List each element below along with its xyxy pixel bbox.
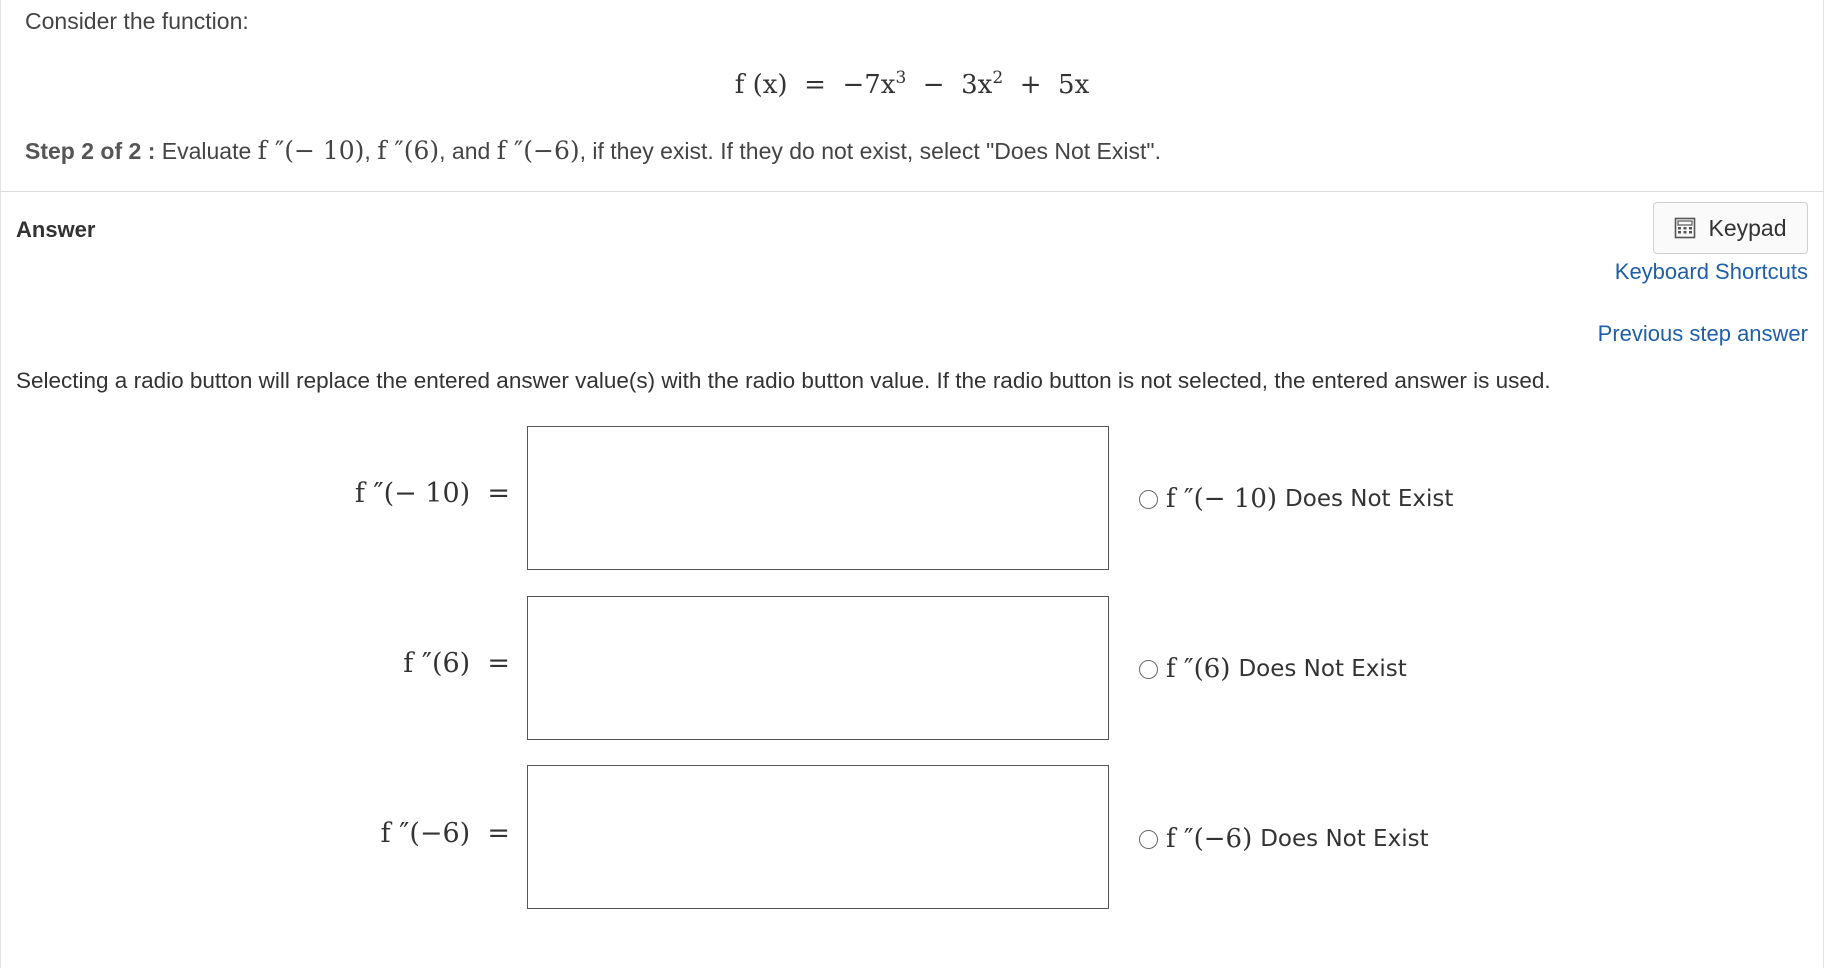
answer-row-label bbox=[403, 648, 510, 679]
row-expr: f ″(6) bbox=[403, 648, 471, 679]
previous-step-answer-link[interactable]: Previous step answer bbox=[1597, 321, 1808, 346]
row-expr: f ″(− 10) bbox=[354, 478, 471, 509]
formula-exp2: 2 bbox=[992, 68, 1004, 88]
step-sep-1: , bbox=[364, 138, 371, 164]
step-tail: , if they exist. If they do not exist, select "Does Not Exist". bbox=[579, 138, 1161, 164]
dne-radio-option[interactable] bbox=[1139, 654, 1407, 684]
formula-op2: + bbox=[1019, 70, 1042, 100]
formula-op1: − bbox=[922, 70, 945, 100]
row-equals: = bbox=[487, 818, 510, 849]
step-expr-2: f ″(6) bbox=[377, 136, 440, 165]
radio-button[interactable] bbox=[1139, 830, 1158, 849]
formula-lhs: f (x) bbox=[734, 70, 788, 100]
answer-input[interactable] bbox=[527, 426, 1109, 570]
radio-instructions: Selecting a radio button will replace the entered answer value(s) with the radio button value. If the radio button is not selected, the entered answer is used. bbox=[16, 368, 1551, 393]
formula-term3: 5x bbox=[1058, 70, 1090, 100]
dne-radio-option[interactable] bbox=[1139, 484, 1453, 514]
formula-term1: −7x bbox=[842, 70, 896, 100]
answer-row-label bbox=[381, 818, 510, 849]
radio-button[interactable] bbox=[1139, 660, 1158, 679]
keypad-button[interactable] bbox=[1653, 202, 1808, 254]
dne-expr: f ″(−6) bbox=[1166, 824, 1253, 854]
answer-row-label bbox=[355, 478, 510, 509]
keypad-label: Keypad bbox=[1708, 214, 1787, 241]
keyboard-shortcuts-link[interactable]: Keyboard Shortcuts bbox=[1614, 259, 1808, 284]
step-expr-3: f ″(−6) bbox=[496, 136, 580, 165]
answer-input[interactable] bbox=[527, 765, 1109, 909]
dne-text: Does Not Exist bbox=[1260, 826, 1429, 852]
formula-equals: = bbox=[804, 70, 826, 100]
answer-input[interactable] bbox=[527, 596, 1109, 740]
step-evaluate: Evaluate bbox=[161, 138, 252, 164]
question-panel bbox=[0, 0, 1824, 192]
calculator-icon bbox=[1674, 217, 1696, 239]
formula-term2: 3x bbox=[961, 70, 993, 100]
answer-label: Answer bbox=[16, 217, 96, 242]
dne-text: Does Not Exist bbox=[1238, 656, 1407, 682]
step-sep-2: , and bbox=[439, 138, 491, 164]
step-label: Step 2 of 2 : bbox=[25, 138, 156, 164]
dne-expr: f ″(− 10) bbox=[1166, 484, 1278, 514]
row-equals: = bbox=[487, 648, 510, 679]
row-equals: = bbox=[487, 478, 510, 509]
dne-expr: f ″(6) bbox=[1166, 654, 1231, 684]
formula-exp1: 3 bbox=[895, 68, 907, 88]
dne-radio-option[interactable] bbox=[1139, 824, 1429, 854]
question-intro: Consider the function: bbox=[25, 8, 249, 34]
step-expr-1: f ″(− 10) bbox=[257, 136, 365, 165]
function-formula bbox=[0, 68, 1824, 100]
row-expr: f ″(−6) bbox=[380, 818, 471, 849]
radio-button[interactable] bbox=[1139, 490, 1158, 509]
dne-text: Does Not Exist bbox=[1285, 486, 1454, 512]
step-instruction bbox=[25, 136, 1161, 165]
